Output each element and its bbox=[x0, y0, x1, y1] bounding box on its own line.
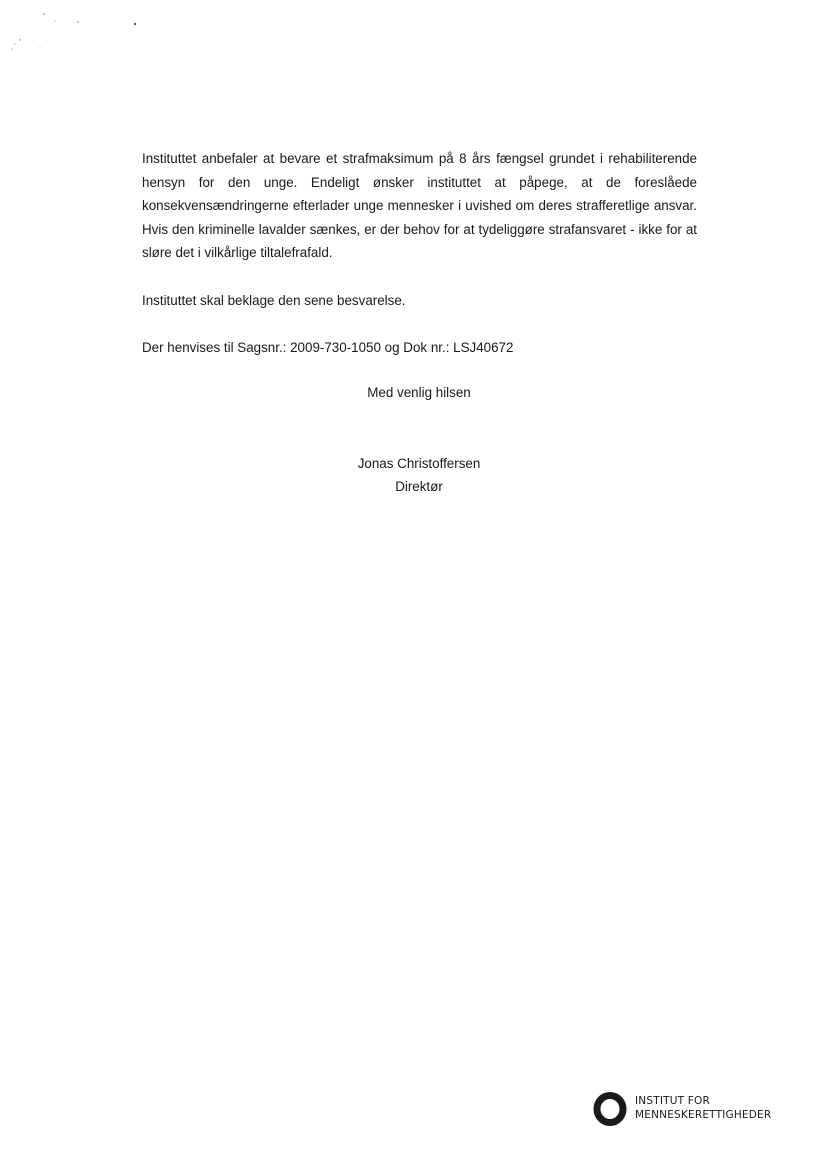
closing-greeting: Med venlig hilsen bbox=[367, 385, 471, 400]
letter-body bbox=[142, 147, 697, 359]
signer-title: Direktør bbox=[395, 479, 443, 494]
paragraph-apology: Instituttet skal beklage den sene besvarelse. bbox=[142, 292, 406, 308]
logo-line-2: MENNESKERETTIGHEDER bbox=[635, 1108, 772, 1121]
paragraph-recommendation: Instituttet anbefaler at bevare et strafmaksimum på 8 års fængsel grundet i rehabiliterende hensyn for den unge. Endeligt ønsker instituttet at påpege, at de foreslåede konsekvensændringerne efterlader unge mennesker i uvished om deres strafferetlige ansvar. Hvis den kriminelle lavalder sænkes, er der behov for at tydeliggøre strafansvaret - ikke for at sløre det i vilkårlige tiltalefrafald. bbox=[142, 151, 697, 261]
paragraph-reference: Der henvises til Sagsnr.: 2009-730-1050 og Dok nr.: LSJ40672 bbox=[142, 339, 514, 355]
scan-specks bbox=[0, 0, 160, 60]
signer-name: Jonas Christoffersen bbox=[357, 456, 481, 471]
logo-wordmark bbox=[635, 1095, 771, 1122]
ring-logo-icon bbox=[593, 1091, 627, 1127]
institute-logo bbox=[593, 1089, 793, 1129]
logo-line-1: INSTITUT FOR bbox=[635, 1095, 710, 1107]
